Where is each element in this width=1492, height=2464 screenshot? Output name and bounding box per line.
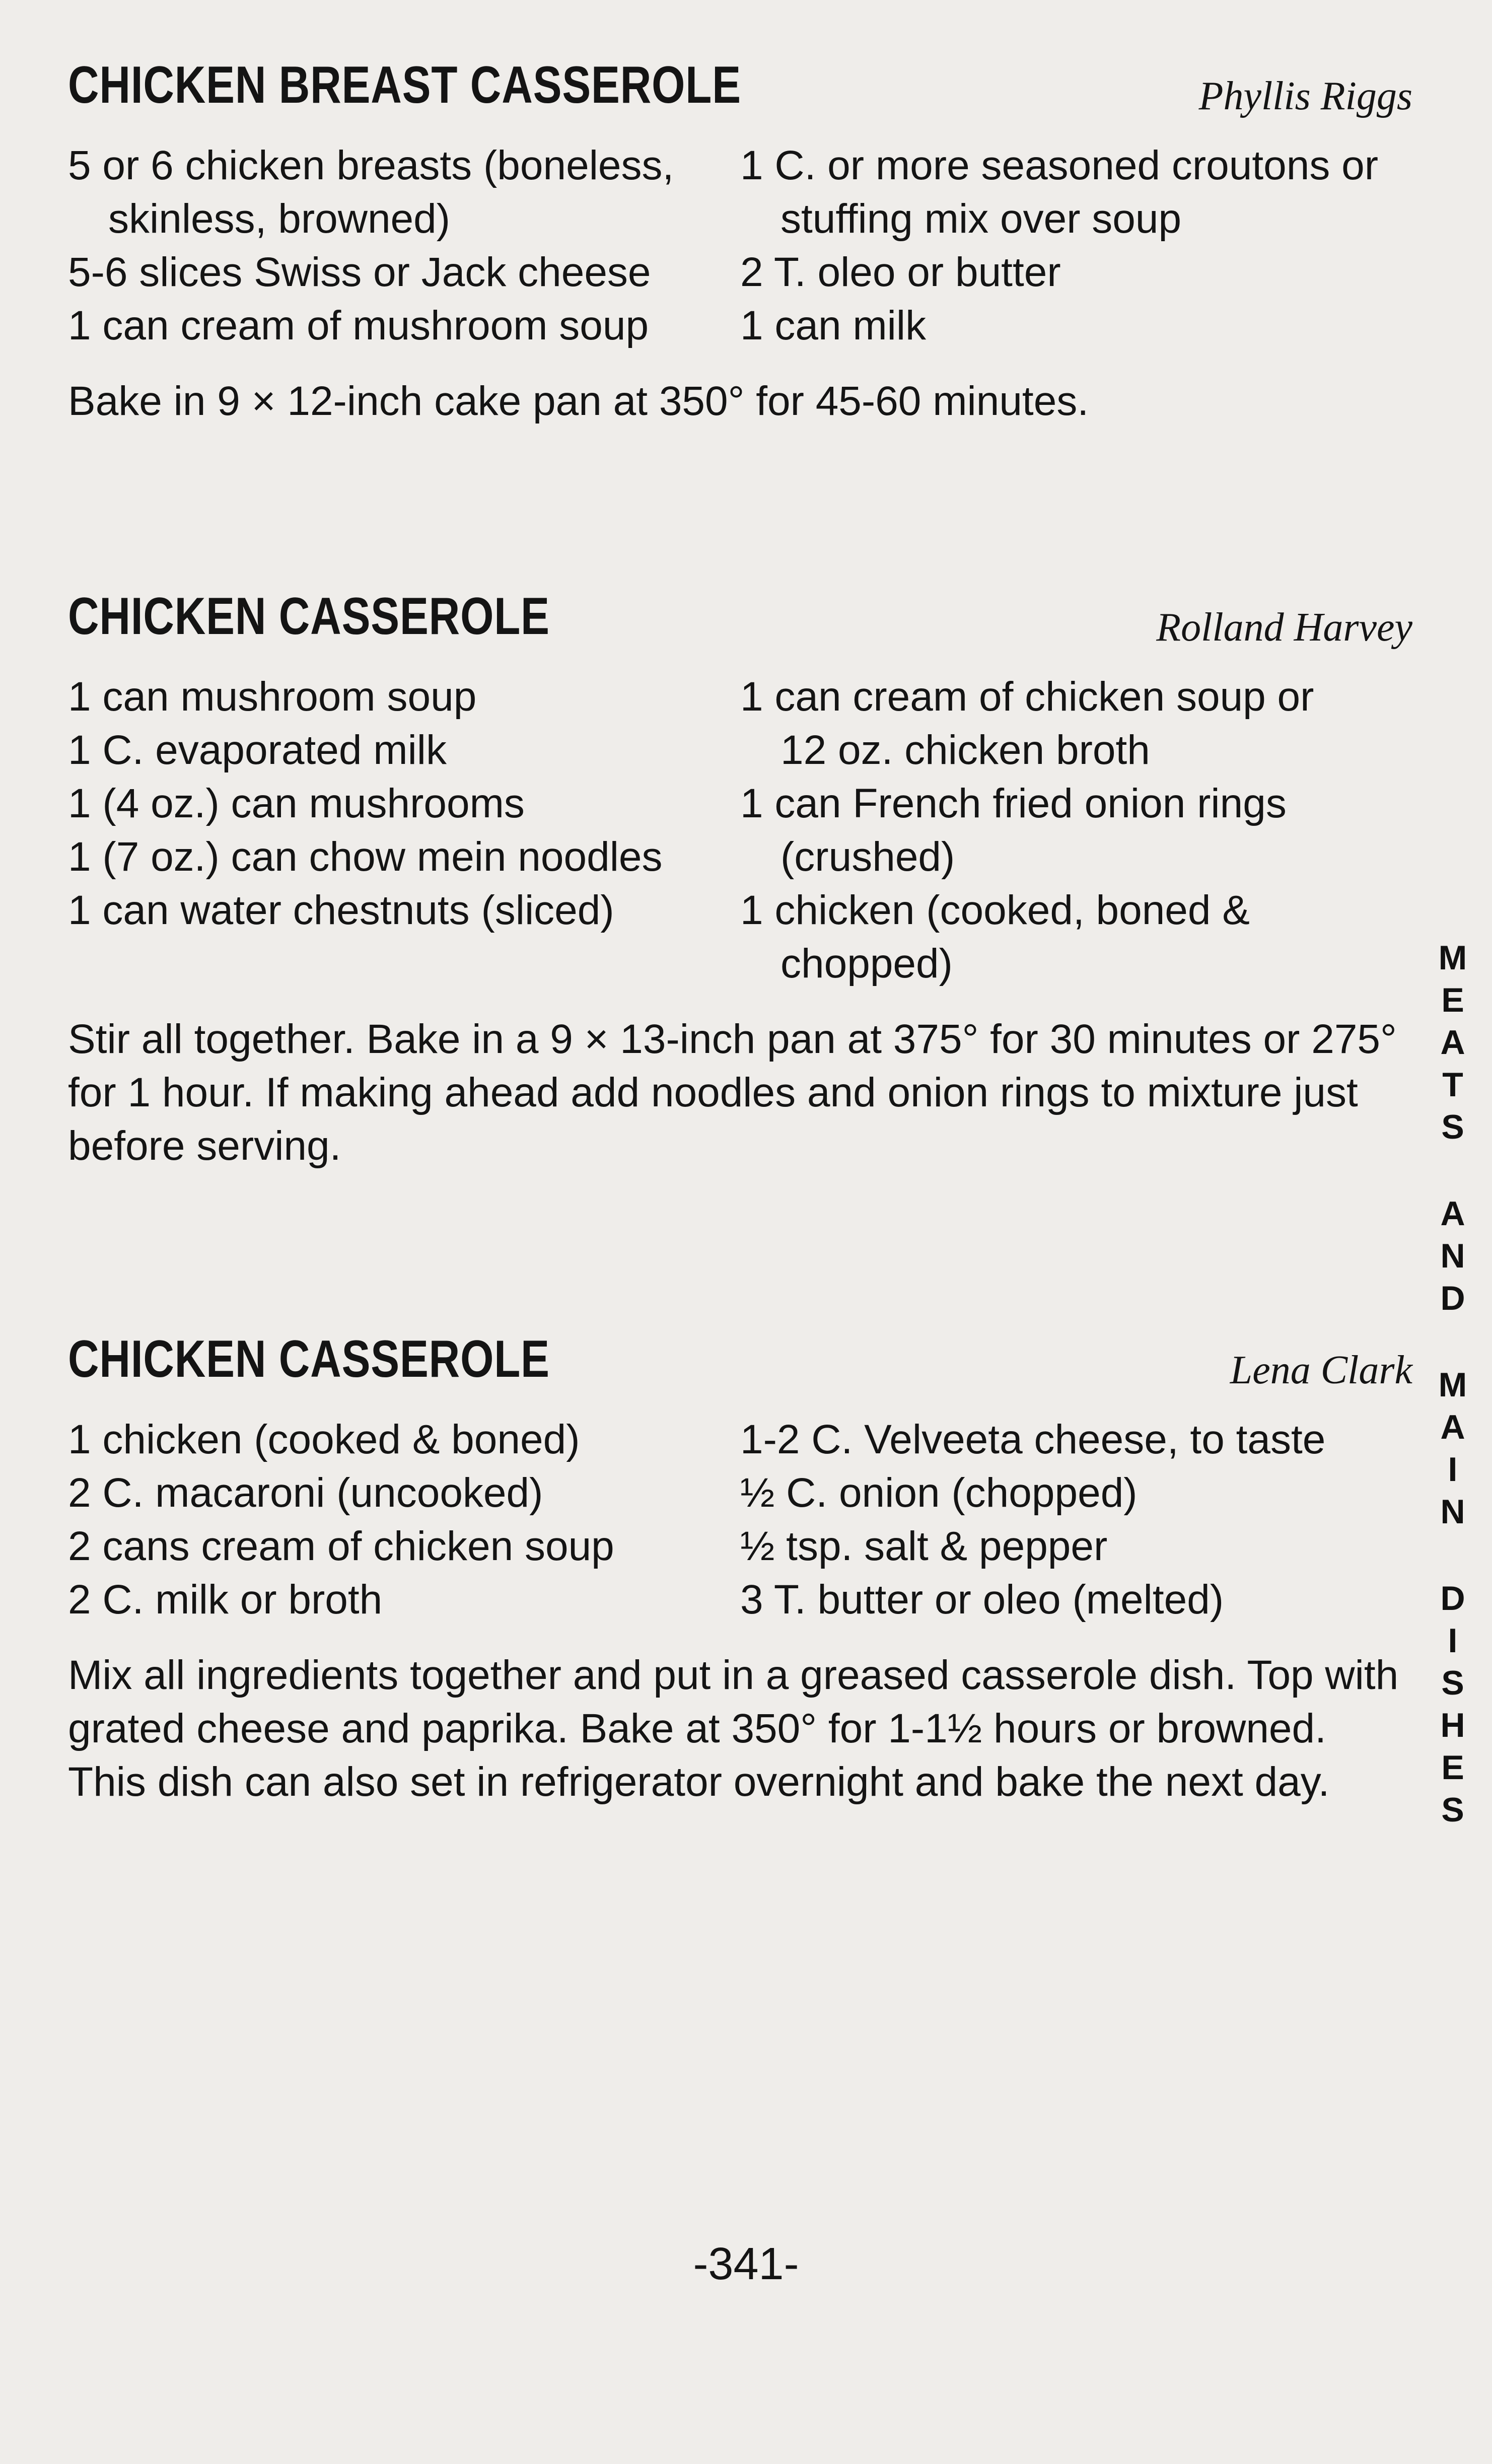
- ingredient-line: 1 can cream of chicken soup or: [740, 674, 1314, 720]
- ingredients: [53, 670, 1412, 991]
- recipe-author: Rolland Harvey: [1156, 605, 1412, 650]
- side-tab-letter: A: [1440, 1023, 1465, 1062]
- section-side-tab: [1430, 937, 1475, 1875]
- ingredient-line: 5 or 6 chicken breasts (boneless,: [68, 143, 674, 188]
- recipe-header: [53, 1329, 1412, 1405]
- ingredient-line: 2 C. macaroni (uncooked): [68, 1470, 543, 1516]
- recipe-author: Lena Clark: [1230, 1348, 1412, 1392]
- side-tab-letter: S: [1441, 1791, 1464, 1829]
- ingredient-line: skinless, browned): [108, 196, 451, 242]
- ingredients: [53, 139, 1412, 353]
- side-tab-word-and: [1440, 1192, 1465, 1319]
- ingredient-line: 1 C. or more seasoned croutons or: [740, 143, 1379, 188]
- ingredient-line: 1 can cream of mushroom soup: [68, 303, 649, 348]
- ingredients-right-column: [740, 1413, 1405, 1627]
- recipe-title: CHICKEN CASSEROLE: [68, 1330, 550, 1388]
- side-tab-letter: S: [1441, 1108, 1464, 1146]
- ingredient-line: (crushed): [780, 834, 955, 880]
- side-tab-letter: A: [1440, 1408, 1465, 1446]
- side-tab-word-main: [1439, 1364, 1467, 1533]
- ingredients-left-column: [53, 670, 740, 991]
- side-tab-letter: D: [1440, 1279, 1465, 1317]
- recipe-chicken-casserole-clark: [53, 1329, 1412, 1809]
- recipe-title: CHICKEN BREAST CASSEROLE: [68, 56, 741, 114]
- ingredient-line: 2 cans cream of chicken soup: [68, 1523, 614, 1569]
- ingredient-line: 1 can mushroom soup: [68, 674, 477, 720]
- side-tab-letter: I: [1448, 1622, 1458, 1660]
- recipe-author: Phyllis Riggs: [1198, 74, 1412, 118]
- ingredient-line: 5-6 slices Swiss or Jack cheese: [68, 249, 651, 295]
- ingredient-line: 2 T. oleo or butter: [740, 249, 1061, 295]
- ingredient-line: ½ C. onion (chopped): [740, 1470, 1138, 1516]
- side-tab-letter: N: [1440, 1237, 1465, 1275]
- ingredient-line: 1 can milk: [740, 303, 927, 348]
- ingredients-right-column: [740, 670, 1405, 991]
- ingredient-line: 1 C. evaporated milk: [68, 727, 447, 773]
- ingredients-left-column: [53, 1413, 740, 1627]
- ingredient-line: 1 chicken (cooked, boned &: [740, 887, 1250, 933]
- ingredient-line: ½ tsp. salt & pepper: [740, 1523, 1108, 1569]
- side-tab-letter: D: [1440, 1579, 1465, 1617]
- ingredient-line: 2 C. milk or broth: [68, 1577, 383, 1623]
- side-tab-letter: E: [1441, 1748, 1464, 1787]
- recipe-header: [53, 55, 1412, 131]
- recipe-directions: Mix all ingredients together and put in a greased casserole dish. Top with grated cheese and paprika. Bake at 350° for 1-1½ hours or browned. This dish can also set in refrigerator overnight and bake the next day.: [68, 1652, 1399, 1805]
- side-tab-letter: N: [1440, 1493, 1465, 1531]
- side-tab-letter: H: [1440, 1706, 1465, 1744]
- ingredient-line: 1 (7 oz.) can chow mein noodles: [68, 834, 663, 880]
- side-tab-letter: M: [1438, 939, 1467, 977]
- ingredients-left-column: [53, 139, 740, 353]
- recipe-header: [53, 587, 1412, 662]
- recipe-directions: Bake in 9 × 12-inch cake pan at 350° for 45-60 minutes.: [68, 378, 1089, 424]
- ingredient-line: 1 chicken (cooked & boned): [68, 1417, 580, 1462]
- ingredient-line: 3 T. butter or oleo (melted): [740, 1577, 1224, 1623]
- ingredient-line: 1 can French fried onion rings: [740, 781, 1287, 826]
- page-number: -341-: [693, 2239, 799, 2289]
- side-tab-letter: S: [1441, 1664, 1464, 1702]
- ingredients-right-column: [740, 139, 1405, 353]
- side-tab-letter: E: [1441, 981, 1464, 1019]
- side-tab-word-meats: [1439, 937, 1467, 1148]
- side-tab-letter: T: [1442, 1066, 1463, 1104]
- ingredient-line: chopped): [780, 941, 953, 987]
- recipe-directions: Stir all together. Bake in a 9 × 13-inch pan at 375° for 30 minutes or 275° for 1 hour. If making ahead add noodles and onion rings to mixture just before serving.: [68, 1016, 1397, 1169]
- side-tab-letter: I: [1448, 1450, 1458, 1489]
- ingredients: [53, 1413, 1412, 1627]
- ingredient-line: stuffing mix over soup: [780, 196, 1182, 242]
- recipe-title: CHICKEN CASSEROLE: [68, 587, 550, 646]
- ingredient-line: 1-2 C. Velveeta cheese, to taste: [740, 1417, 1326, 1462]
- side-tab-letter: A: [1440, 1194, 1465, 1233]
- ingredient-line: 12 oz. chicken broth: [780, 727, 1150, 773]
- recipe-chicken-casserole-harvey: [53, 587, 1412, 1173]
- side-tab-word-dishes: [1440, 1577, 1465, 1831]
- recipe-chicken-breast-casserole: [53, 55, 1412, 428]
- side-tab-letter: M: [1438, 1366, 1467, 1404]
- ingredient-line: 1 can water chestnuts (sliced): [68, 887, 614, 933]
- ingredient-line: 1 (4 oz.) can mushrooms: [68, 781, 525, 826]
